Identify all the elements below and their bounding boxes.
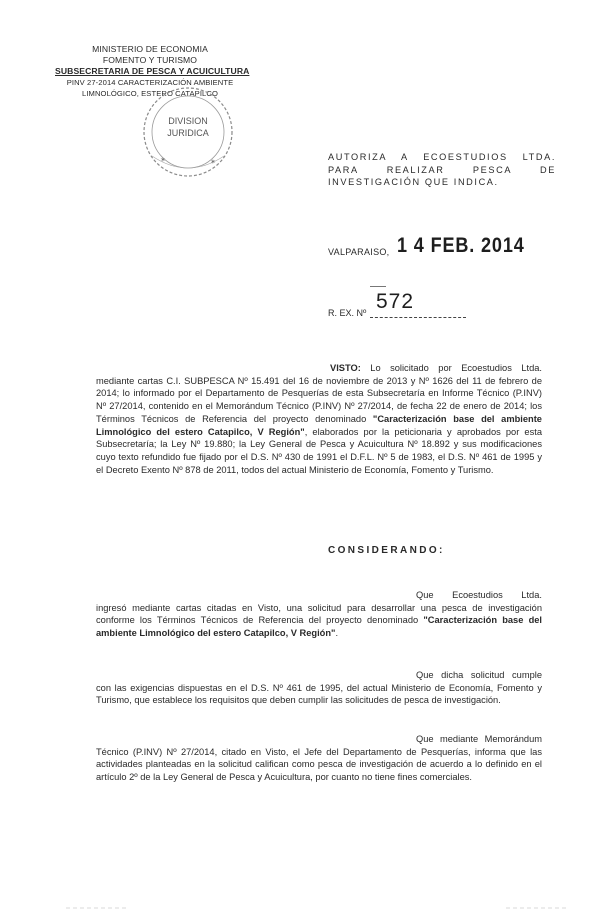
resolution-number-line (370, 317, 466, 318)
considerando-1-project-name: "Caracterización base del ambiente Limnológico del estero Catapilco, V Región" (96, 615, 542, 639)
visto-label: VISTO: (330, 363, 361, 373)
visto-project-name: "Caracterización base del ambiente Limnológico del estero Catapilco, V Región" (96, 413, 542, 437)
resolution-subject: AUTORIZA A ECOESTUDIOS LTDA. PARA REALIZAR PESCA DE INVESTIGACIÓN QUE INDICA. (328, 152, 556, 187)
considerando-1-end: . (335, 628, 339, 639)
svg-text:✶: ✶ (210, 159, 216, 166)
considerando-paragraph-3 (96, 733, 542, 784)
considerando-2-text: Que dicha solicitud cumple con las exigencias dispuestas en el D.S. Nº 461 de 1995, del actual Ministerio de Economía, Fomento y Turismo, que establece los requisitos que deben cumplir las solicitudes de pesca de investigación. (96, 670, 542, 706)
stamp-line-2: JURIDICA (167, 128, 209, 138)
place-label: VALPARAISO, (328, 247, 390, 257)
file-reference-line1: PINV 27-2014 CARACTERIZACIÓN AMBIENTE (66, 78, 234, 87)
scan-edge-marks (66, 906, 566, 910)
resolution-number-label: R. EX. Nº (328, 308, 367, 318)
ministry-name: MINISTERIO DE ECONOMIA (92, 44, 208, 54)
considerando-paragraph-2 (96, 669, 542, 707)
stamp-line-1: DIVISION (168, 116, 208, 126)
considerando-paragraph-1 (96, 589, 542, 640)
date-stamp: 1 4 FEB. 2014 (397, 234, 525, 257)
visto-paragraph (96, 362, 542, 476)
considerando-3-text: Que mediante Memorándum Técnico (P.INV) Nº 27/2014, citado en Visto, el Jefe del Departamento de Pesquerías, informa que las actividades planteadas en la solicitud califican como pesca de investigación de acuerdo a lo definido en el artículo 2º de la Ley General de Pesca y Acuicultura, por cuanto no tiene fines comerciales. (96, 734, 542, 783)
rex-tick-mark (370, 286, 386, 287)
visto-text-1: Lo solicitado por Ecoestudios Ltda. mediante cartas C.I. SUBPESCA Nº 15.491 del 16 de noviembre de 2013 y Nº 1626 del 11 de febrero de 2014; lo informado por el Departamento de Pesquerías de esta Subsecretaría en Informe Técnico (P.INV) Nº 27/2014, contenido en el Memorándum Técnico (P.INV) Nº 27/2014, de fecha 22 de enero de 2014; los Términos Técnicos de Referencia del proyecto denominado (96, 363, 542, 424)
subsecretaria-name: SUBSECRETARIA DE PESCA Y ACUICULTURA (55, 66, 250, 76)
considerando-1-text: Que Ecoestudios Ltda. ingresó mediante cartas citadas en Visto, una solicitud para desarrollar una pesca de investigación conforme los Términos Técnicos de Referencia del proyecto denominado (96, 590, 542, 626)
considerando-heading: CONSIDERANDO: (328, 545, 445, 556)
visto-text-2: , elaborados por la peticionaria y aprobados por esta Subsecretaría; la Ley Nº 19.880; la Ley General de Pesca y Acuicultura Nº 18.892 y sus modificaciones cuyo texto refundido fue fijado por el D.S. Nº 430 de 1991 el D.F.L. Nº 5 de 1983, el D.S. Nº 461 de 1995 y el Decreto Exento Nº 878 de 2011, todos del actual Ministerio de Economía, Fomento y Turismo. (96, 426, 542, 475)
resolution-number: 572 (376, 290, 415, 313)
svg-text:✶: ✶ (160, 157, 166, 164)
division-juridica-stamp (140, 84, 236, 180)
file-reference-line2: LIMNOLÓGICO, ESTERO CATAPILCO (82, 89, 218, 98)
ministry-name-line2: FOMENTO Y TURISMO (102, 55, 198, 65)
